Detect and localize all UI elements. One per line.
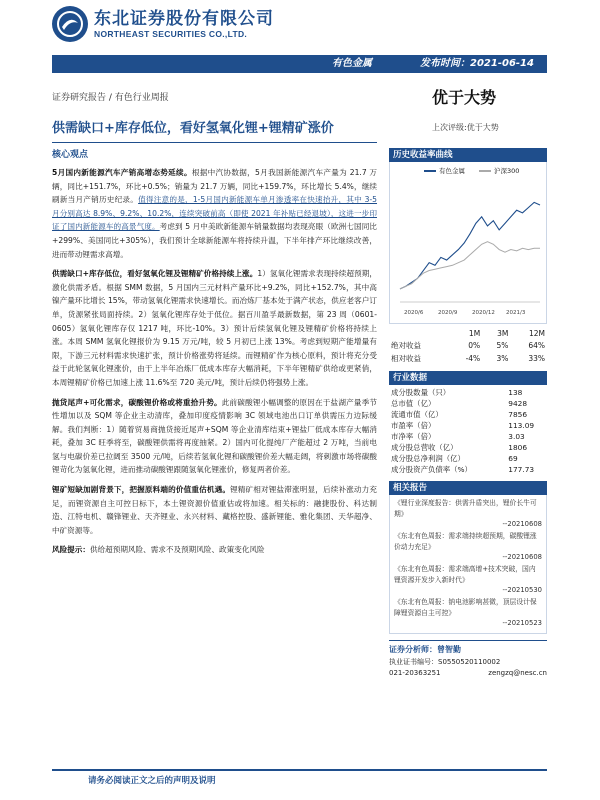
table-header-cell: 3M	[497, 329, 509, 338]
report-date: --20210530	[502, 586, 542, 594]
footer-disclaimer: 请务必阅读正文之后的声明及说明	[88, 776, 216, 786]
stat-label: 市净率（倍）	[391, 432, 436, 441]
table-cell: 5%	[496, 341, 509, 350]
stat-value: 177.73	[508, 465, 535, 474]
license-text: 执业证书编号：S0550520110002	[389, 658, 501, 666]
paragraph-lithium-carbonate	[52, 396, 377, 478]
chart-heading: 历史收益率曲线	[389, 148, 547, 162]
report-item[interactable]	[394, 564, 542, 594]
table-cell: 相对收益	[391, 354, 421, 363]
stat-label: 成分股资产负债率（%）	[391, 465, 472, 474]
stat-label: 成分股数量（只）	[391, 388, 451, 397]
sidebar	[389, 148, 547, 679]
stat-label: 市盈率（倍）	[391, 421, 436, 430]
performance-table	[389, 328, 547, 365]
table-row	[389, 431, 547, 442]
report-title-link[interactable]: 《锂行业深度报告：供需升盾突出，锂价长牛可期》	[394, 499, 537, 518]
breadcrumb: 证券研究报告 / 有色行业周报	[52, 93, 169, 103]
table-row	[389, 420, 547, 431]
analyst-contact	[389, 668, 547, 679]
table-row	[389, 352, 547, 365]
paragraph-tail: 考虑到 5 月中美欧新能源车销量数据均表现亮眼（欧洲七国同比+299%、美国同比+305%），我们预计全球新能源车将持续升温，下半年排产环比继续改善，进而带动锂需求高增。	[52, 222, 378, 259]
company-logo-icon	[52, 6, 88, 42]
stat-value: 113.09	[508, 421, 535, 430]
table-header-cell: 1M	[468, 329, 481, 338]
release-date: 发布时间：2021-06-14	[420, 58, 534, 69]
stat-label: 成分股总营收（亿）	[391, 443, 458, 452]
table-cell: -4%	[465, 354, 481, 363]
reports-heading: 相关报告	[389, 481, 547, 495]
sector-label: 有色金属	[332, 58, 372, 69]
stat-value: 9428	[508, 399, 528, 408]
analyst-license	[389, 657, 547, 668]
table-row	[389, 339, 547, 352]
paragraph-risk	[52, 543, 377, 557]
related-reports	[389, 495, 547, 634]
report-title-link[interactable]: 《东北有色周报：需求端持续超预期，碳酸锂涨价动力充足》	[394, 532, 537, 551]
main-content	[52, 142, 377, 563]
analyst-block	[389, 640, 547, 679]
rating: 优于大势	[432, 88, 497, 107]
stat-label: 成分股总净利润（亿）	[391, 454, 465, 463]
paragraph-ev-sales	[52, 166, 377, 261]
series-line-1	[400, 242, 540, 289]
table-row	[389, 398, 547, 409]
footer-rule	[52, 769, 547, 771]
legend-label: 有色金属	[439, 167, 465, 175]
paragraph-lead: 风险提示：	[52, 545, 90, 555]
paragraph-body: 供给超预期风险、需求不及预期风险、政策变化风险	[89, 545, 265, 555]
paragraph-lead: 锂矿短缺加剧背景下，把握原料端的价值重估机遇。	[52, 485, 231, 495]
table-row	[389, 387, 547, 398]
previous-rating: 上次评级:优于大势	[432, 123, 499, 132]
paragraph-body: 根据中汽协数据，5月我国新能源汽车产量为 21.7 万辆，同比+151.7%，环比+0.5%；销量为 21.7 万辆，同比+159.7%，环比增长 5.4%，继续刷新当月产销历史纪录。	[52, 168, 377, 205]
stat-label: 流通市值（亿）	[391, 410, 443, 419]
report-date: --20210608	[502, 520, 542, 528]
stat-value: 1806	[508, 443, 528, 452]
analyst-email[interactable]: zengzq@nesc.cn	[488, 669, 547, 677]
report-date: --20210523	[502, 619, 542, 627]
stat-value: 3.03	[508, 432, 525, 441]
company-name-en: NORTHEAST SECURITIES CO.,LTD.	[94, 28, 248, 39]
stat-value: 69	[508, 454, 518, 463]
table-row	[389, 453, 547, 464]
report-item[interactable]	[394, 597, 542, 627]
x-tick-label: 2020/6	[404, 310, 424, 316]
stat-value: 7856	[508, 410, 528, 419]
legend-label: 沪深300	[494, 167, 520, 175]
table-header-row	[389, 328, 547, 339]
table-cell: 0%	[468, 341, 481, 350]
report-title: 供需缺口+库存低位，看好氢氧化锂+锂精矿涨价	[52, 121, 334, 136]
x-tick-label: 2020/9	[438, 310, 458, 316]
paragraph-body: 1）氢氧化锂需求表现持续超预期，激化供需矛盾。根据 SMM 数据，5 月国内三元材料产量环比+9.2%，同比+152.7%，其中高镍产量环比增长 15%，带动氢氧化锂需求快速增长。而冶炼厂基本处于满产状态，供应老客户订单，货源紧张局面持续。2）氢氧化锂库存处于低位。据百川盈孚最新数据，第 23 周（0601-0605）氢氧化锂库存仅 1217 吨，环比-10%。3）预计后续氢氧化锂及锂精矿价格将持续上涨。本周 SMM 氢氧化锂报价为 9.15 万元/吨，较 5 月初已上涨 13%。考虑到短期产能增量有限，下游三元材料需求快速扩张，预计价格涨势将延续。而锂精矿作为核心原料，预计将充分受益于此轮氢氧化锂涨价，由于上半年冶炼厂低成本库存大幅消耗，下半年锂精矿供给或更紧俏，本周锂精矿价格已加速上涨 11.6%至 720 美元/吨，预计后续仍将强势上涨。	[52, 269, 377, 387]
paragraph-lithium-hydroxide	[52, 267, 377, 389]
paragraph-lead: 抛货尾声+可化需求，碳酸锂价格或将重拾升势。	[52, 397, 222, 407]
paragraph-lead: 5月国内新能源汽车产销高增态势延续。	[52, 168, 192, 177]
stat-label: 总市值（亿）	[391, 399, 436, 408]
paragraph-raw-material	[52, 483, 377, 537]
stats-heading: 行业数据	[389, 371, 547, 385]
industry-stats-table	[389, 387, 547, 475]
stat-value: 138	[508, 388, 523, 397]
analyst-phone: 021-20363251	[389, 669, 441, 677]
paragraph-body: 此前碳酸锂小幅调整的原因在于盐湖产量季节性增加以及 SQM 等企业主动清库，叠加印度疫情影响 3C 领域电池出口订单供需压力边际缓解。我们判断：1）随着贸易商抛货接近尾声+SQM 等企业清库结束+锂盐厂低成本库存大幅消耗，叠加 3C 旺季将至，碳酸锂供需将再度抽紧。2）国内可化提纯厂产能超过 2 万吨，当前电氢与电碳价差已拉阔至 3500 元/吨，后续若氢氧化锂和碳酸锂价差大幅走阔，将刺激市场将碳酸锂苛化为氢氧化锂，进而推动碳酸锂跟随氢氧化锂涨价，修复两者价差。	[52, 397, 377, 475]
return-chart	[389, 162, 547, 324]
company-logo	[52, 6, 274, 42]
report-title-link[interactable]: 《东北有色周报：钠电池影响甚微，顶层设计保障锂资源自主可控》	[394, 598, 537, 617]
table-cell: 3%	[496, 354, 509, 363]
paragraph-body: 锂精矿相对锂盐滞涨明显，后续补涨动力充足，而锂资源自主可控日标下，本土锂资源价值重估或将加速。相关标的：融捷股份、科达制造、江特电机、赣锋锂业、天齐锂业、永兴材料、藏格控股、盛新锂能、雅化集团、天华超净、中矿资源等。	[52, 485, 378, 535]
table-row	[389, 409, 547, 420]
table-row	[389, 464, 547, 475]
x-tick-label: 2021/3	[506, 310, 526, 316]
paragraph-lead: 供需缺口+库存低位，看好氢氧化锂及锂精矿价格持续上涨。	[52, 269, 258, 279]
chart-plot	[390, 162, 546, 324]
report-title-link[interactable]: 《东北有色周报：需求端高增+技术突破，国内锂资源开发步入新时代》	[394, 565, 536, 584]
table-header-cell	[389, 328, 449, 339]
divider	[52, 142, 377, 143]
analyst-name: 证券分析师：曾智勤	[389, 645, 461, 654]
table-cell: 33%	[528, 354, 545, 363]
table-cell: 绝对收益	[391, 341, 421, 350]
x-tick-label: 2020/12	[472, 310, 495, 316]
company-name-cn: 东北证券股份有限公司	[94, 8, 274, 29]
report-item[interactable]	[394, 498, 542, 528]
core-view-heading: 核心观点	[52, 150, 89, 160]
report-item[interactable]	[394, 531, 542, 561]
paragraph-highlight: 值得注意的是，1-5月国内新能源车单月渗透率在快速抬升，其中 3-5 月分别高达 8.9%、9.2%、10.2%，连续突破前高（即使 2021 年补贴已经退坡），这进一步印证了国内新能源车的高景气度。	[52, 195, 378, 232]
report-date: --20210608	[502, 553, 542, 561]
table-cell: 64%	[528, 341, 545, 350]
table-row	[389, 442, 547, 453]
table-header-cell: 12M	[528, 329, 545, 338]
